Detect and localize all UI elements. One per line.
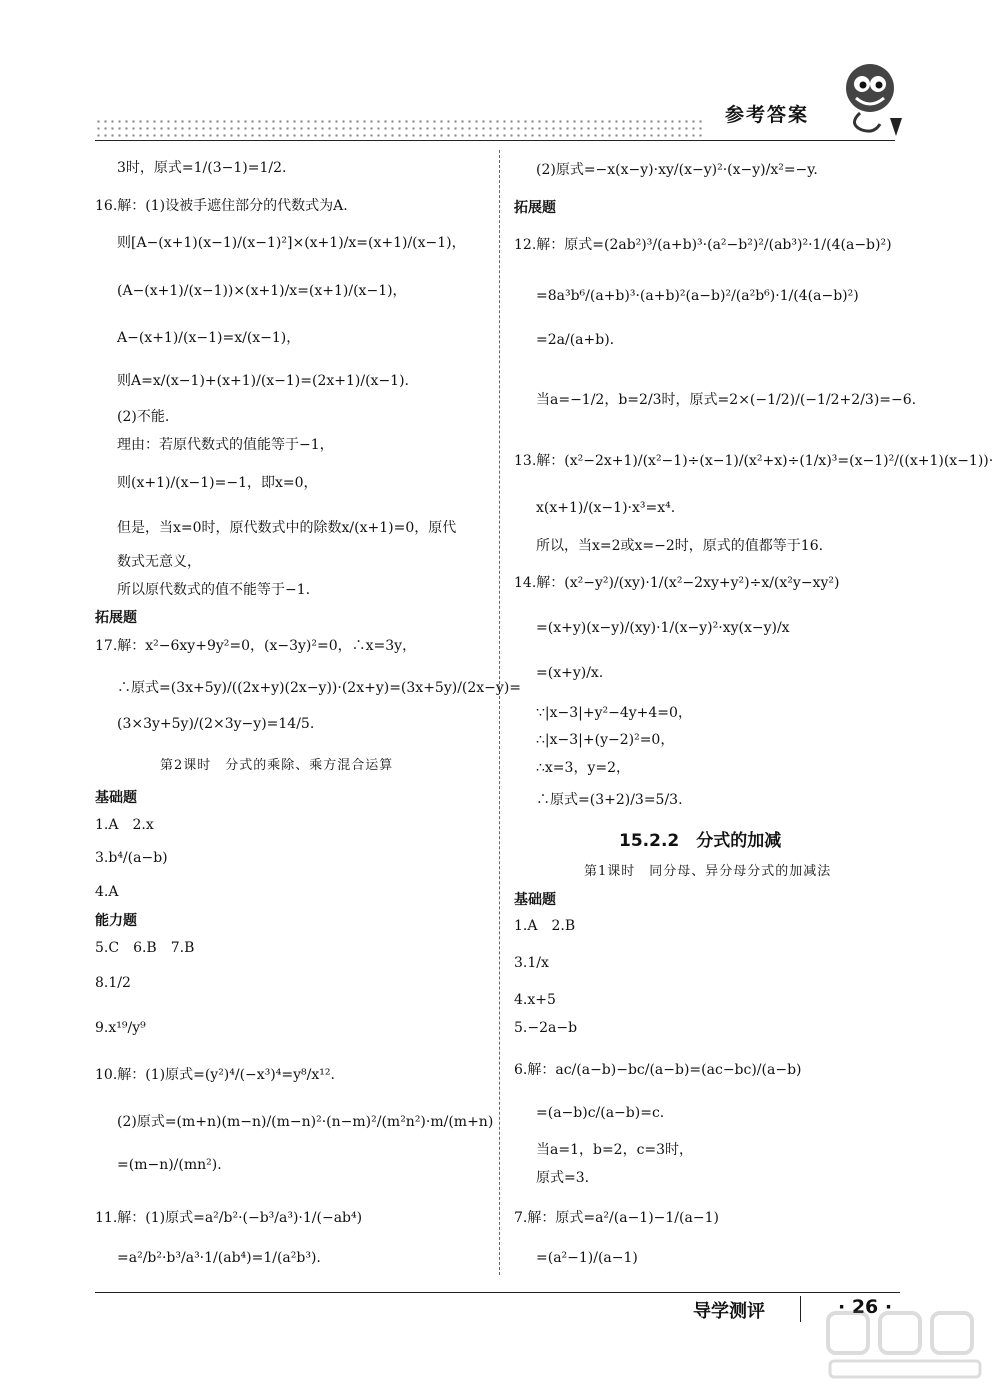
- answer-line: 14.解：(x²−y²)/(xy)·1/(x²−2xy+y²)÷x/(x²y−xy²): [514, 575, 840, 591]
- answer-line: 3.1/x: [514, 955, 549, 971]
- answer-line: 数式无意义，: [117, 554, 201, 570]
- answer-line: 4.x+5: [514, 992, 556, 1008]
- answer-line: 5.−2a−b: [514, 1020, 578, 1036]
- answer-line: 当a=−1/2，b=2/3时，原式=2×(−1/2)/(−1/2+2/3)=−6.: [536, 392, 917, 408]
- answer-line: ∴|x−3|+(y−2)²=0，: [536, 732, 675, 748]
- answer-line: 理由：若原代数式的值能等于−1，: [117, 437, 334, 453]
- answer-line: 13.解：(x²−2x+1)/(x²−1)÷(x−1)/(x²+x)÷(1/x)³=(x−1)²/((x+1)(x−1))·: [514, 453, 994, 469]
- answer-line: ∴原式=(3+2)/3=5/3.: [536, 792, 683, 808]
- answer-line: 原式=3.: [536, 1170, 590, 1186]
- answer-line: 16.解：(1)设被手遮住部分的代数式为A.: [95, 198, 348, 214]
- answer-line: 则[A−(x+1)(x−1)/(x−1)²]×(x+1)/x=(x+1)/(x−1)，: [117, 235, 466, 251]
- answer-line: 4.A: [95, 884, 119, 900]
- mascot-icon: [840, 58, 910, 138]
- answer-line: (A−(x+1)/(x−1))×(x+1)/x=(x+1)/(x−1)，: [117, 283, 407, 299]
- section-title: 15.2.2 分式的加减: [619, 831, 782, 851]
- section-heading: 基础题: [514, 892, 556, 908]
- answer-line: 则A=x/(x−1)+(x+1)/(x−1)=(2x+1)/(x−1).: [117, 373, 409, 389]
- answer-line: =(a²−1)/(a−1): [536, 1250, 638, 1266]
- footer-brand: 导学测评: [693, 1301, 765, 1322]
- answer-line: 11.解：(1)原式=a²/b²·(−b³/a³)·1/(−ab⁴): [95, 1210, 363, 1226]
- section-heading: 拓展题: [514, 200, 556, 216]
- answer-line: 3.b⁴/(a−b): [95, 850, 168, 866]
- watermark-logo-icon: [820, 1305, 990, 1385]
- answer-line: =a²/b²·b³/a³·1/(ab⁴)=1/(a²b³).: [117, 1250, 321, 1266]
- answer-line: 但是，当x=0时，原代数式中的除数x/(x+1)=0，原代: [117, 520, 457, 536]
- answer-line: (2)原式=(m+n)(m−n)/(m−n)²·(n−m)²/(m²n²)·m/(m+n): [117, 1114, 494, 1130]
- answer-line: =8a³b⁶/(a+b)³·(a+b)²(a−b)²/(a²b⁶)·1/(4(a−b)²): [536, 288, 859, 304]
- answer-line: (3×3y+5y)/(2×3y−y)=14/5.: [117, 716, 315, 732]
- answer-line: 17.解：x²−6xy+9y²=0，(x−3y)²=0，∴x=3y，: [95, 638, 417, 654]
- column-divider: [499, 150, 500, 1275]
- answer-line: (2)不能.: [117, 409, 170, 425]
- answer-line: 3时，原式=1/(3−1)=1/2.: [117, 160, 287, 176]
- answer-line: ∴x=3，y=2，: [536, 760, 630, 776]
- answer-line: =(x+y)/x.: [536, 665, 604, 681]
- section-heading: 拓展题: [95, 610, 137, 626]
- answer-line: =2a/(a+b).: [536, 332, 615, 348]
- page-number: · 26 ·: [838, 1296, 893, 1318]
- answer-line: A−(x+1)/(x−1)=x/(x−1)，: [117, 330, 301, 346]
- answer-line: ∴原式=(3x+5y)/((2x+y)(2x−y))·(2x+y)=(3x+5y)/(2x−y)=: [117, 680, 522, 696]
- answer-line: 1.A 2.B: [514, 918, 576, 934]
- header-title: 参考答案: [725, 104, 810, 126]
- answer-line: =(x+y)(x−y)/(xy)·1/(x−y)²·xy(x−y)/x: [536, 620, 790, 636]
- answer-line: 5.C 6.B 7.B: [95, 940, 195, 956]
- answer-line: x(x+1)/(x−1)·x³=x⁴.: [536, 500, 676, 516]
- section-heading: 基础题: [95, 790, 137, 806]
- answer-line: 10.解：(1)原式=(y²)⁴/(−x³)⁴=y⁸/x¹².: [95, 1067, 335, 1083]
- footer-divider: [800, 1296, 801, 1322]
- header-rule: [95, 140, 895, 141]
- answer-line: 则(x+1)/(x−1)=−1，即x=0，: [117, 475, 318, 491]
- lesson-title: 第2课时 分式的乘除、乘方混合运算: [160, 758, 394, 773]
- answer-line: 所以，当x=2或x=−2时，原式的值都等于16.: [536, 538, 824, 554]
- answer-line: 9.x¹⁹/y⁹: [95, 1020, 146, 1036]
- answer-line: 所以原代数式的值不能等于−1.: [117, 582, 311, 598]
- answer-line: 6.解：ac/(a−b)−bc/(a−b)=(ac−bc)/(a−b): [514, 1062, 802, 1078]
- header-dot-pattern: [95, 118, 705, 140]
- section-heading: 能力题: [95, 913, 137, 929]
- answer-line: =(a−b)c/(a−b)=c.: [536, 1105, 665, 1121]
- answer-line: 12.解：原式=(2ab²)³/(a+b)³·(a²−b²)²/(ab³)²·1/(4(a−b)²): [514, 237, 892, 253]
- answer-line: 8.1/2: [95, 975, 131, 991]
- answer-line: 7.解：原式=a²/(a−1)−1/(a−1): [514, 1210, 719, 1226]
- footer-rule: [95, 1292, 900, 1293]
- answer-line: 当a=1，b=2，c=3时，: [536, 1142, 694, 1158]
- answer-line: 1.A 2.x: [95, 817, 154, 833]
- lesson-title: 第1课时 同分母、异分母分式的加减法: [584, 864, 832, 879]
- answer-line: =(m−n)/(mn²).: [117, 1157, 222, 1173]
- answer-line: (2)原式=−x(x−y)·xy/(x−y)²·(x−y)/x²=−y.: [536, 162, 818, 178]
- answer-line: ∵|x−3|+y²−4y+4=0，: [536, 705, 692, 721]
